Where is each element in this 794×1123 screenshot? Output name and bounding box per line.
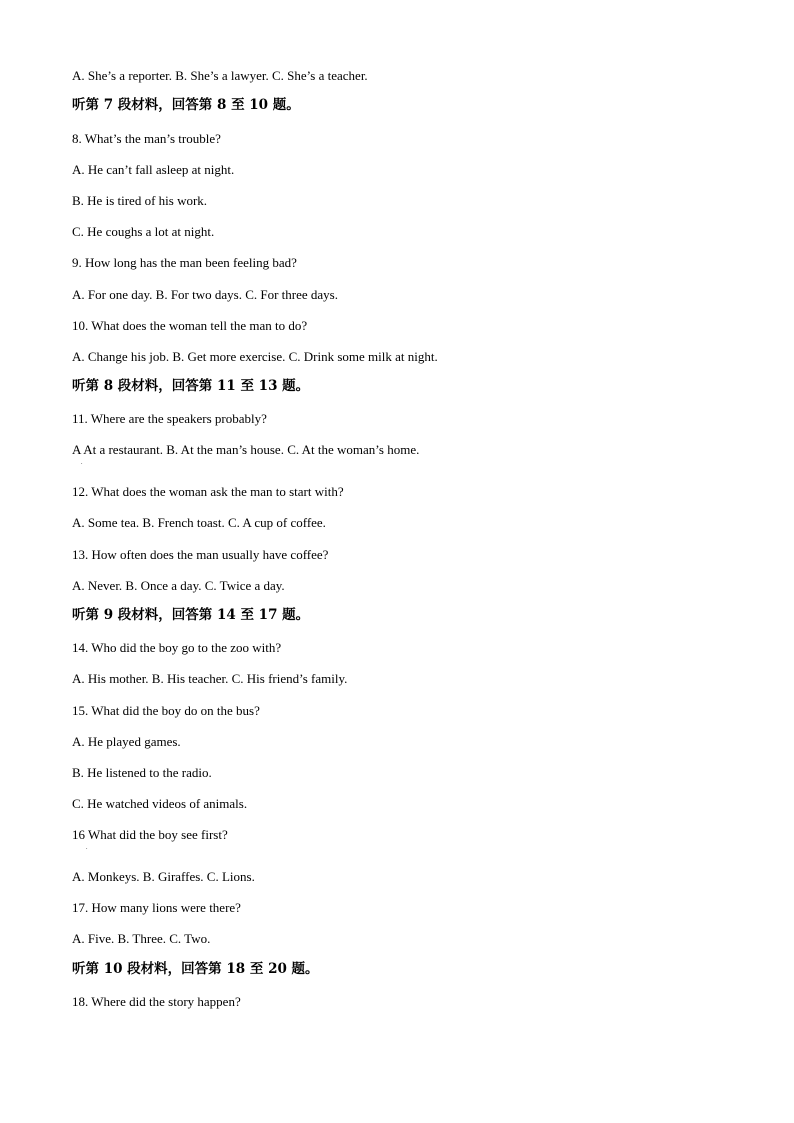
question-line: 9. How long has the man been feeling bad?	[72, 255, 297, 270]
option-line: A. His mother. B. His teacher. C. His friend’s family.	[72, 671, 348, 686]
stray-dot-mark: .	[81, 460, 83, 466]
option-line: A At a restaurant. B. At the man’s house. C. At the woman’s home.	[72, 442, 420, 457]
option-line: B. He is tired of his work.	[72, 193, 208, 208]
question-line: 18. Where did the story happen?	[72, 994, 241, 1009]
option-line: A. For one day. B. For two days. C. For three days.	[72, 287, 338, 302]
stray-dot-mark: .	[86, 845, 88, 851]
question-line: 17. How many lions were there?	[72, 900, 241, 915]
question-line: 8. What’s the man’s trouble?	[72, 131, 221, 146]
question-line: 13. How often does the man usually have coffee?	[72, 547, 329, 562]
question-line: 11. Where are the speakers probably?	[72, 411, 267, 426]
section-heading: 听第 10 段材料，回答第 18 至 20 题。	[72, 961, 319, 977]
option-line: A. She’s a reporter. B. She’s a lawyer. C. She’s a teacher.	[72, 68, 368, 83]
option-line: A. Monkeys. B. Giraffes. C. Lions.	[72, 869, 255, 884]
option-line: C. He watched videos of animals.	[72, 796, 248, 811]
question-line: 16 What did the boy see first?	[72, 827, 228, 842]
option-line: A. Five. B. Three. C. Two.	[72, 931, 211, 946]
section-heading: 听第 8 段材料，回答第 11 至 13 题。	[72, 378, 310, 394]
question-line: 15. What did the boy do on the bus?	[72, 703, 260, 718]
option-line: C. He coughs a lot at night.	[72, 224, 215, 239]
question-line: 10. What does the woman tell the man to do?	[72, 318, 308, 333]
section-heading: 听第 7 段材料，回答第 8 至 10 题。	[72, 97, 300, 113]
option-line: A. Change his job. B. Get more exercise. C. Drink some milk at night.	[72, 349, 438, 364]
option-line: A. Never. B. Once a day. C. Twice a day.	[72, 578, 285, 593]
option-line: A. He can’t fall asleep at night.	[72, 162, 235, 177]
section-heading: 听第 9 段材料，回答第 14 至 17 题。	[72, 607, 310, 623]
question-line: 12. What does the woman ask the man to start with?	[72, 484, 344, 499]
option-line: A. He played games.	[72, 734, 181, 749]
question-line: 14. Who did the boy go to the zoo with?	[72, 640, 282, 655]
option-line: B. He listened to the radio.	[72, 765, 212, 780]
option-line: A. Some tea. B. French toast. C. A cup of coffee.	[72, 515, 326, 530]
